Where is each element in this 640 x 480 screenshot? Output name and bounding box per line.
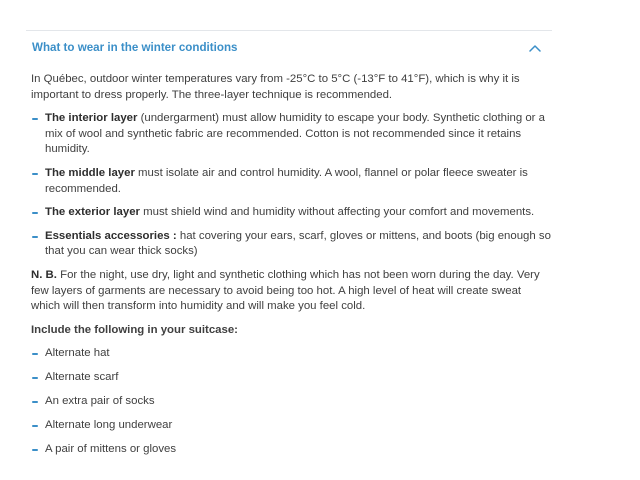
list-item-accessories <box>31 229 551 260</box>
layer-text: hat covering your ears, scarf, gloves or mittens, and boots (big enough so that you can wear thick socks) <box>45 229 551 258</box>
bullet-dash-icon <box>32 236 38 238</box>
list-item <box>31 394 551 418</box>
bullet-dash-icon <box>32 118 38 120</box>
list-item-label: A pair of mittens or gloves <box>45 443 177 456</box>
layer-text: must shield wind and humidity without affecting your comfort and movements. <box>139 206 535 219</box>
accordion-title[interactable]: What to wear in the winter conditions <box>32 41 238 54</box>
layer-text: (undergarment) must allow humidity to escape your body. Synthetic clothing or a mix of wool and synthetic fabric are recommended. Cotton is not recommended since it retains humidity. <box>45 112 545 156</box>
accordion-content <box>31 72 551 466</box>
list-item-exterior-layer <box>31 205 551 221</box>
bullet-dash-icon <box>32 173 38 175</box>
list-item-label: Alternate hat <box>45 347 110 360</box>
nb-text: For the night, use dry, light and synthetic clothing which has not been worn during the day. Very few layers of garments are necessary to avoid being too hot. A high level of heat will create sweat which will then transform into humidity and will make you feel cold. <box>31 268 540 313</box>
accordion-header[interactable] <box>26 31 552 67</box>
list-item <box>31 442 551 466</box>
bullet-dash-icon <box>32 353 38 355</box>
layer-term: The middle layer <box>45 166 135 179</box>
suitcase-heading: Include the following in your suitcase: <box>31 323 238 336</box>
bullet-dash-icon <box>32 377 38 379</box>
suitcase-list <box>31 346 551 466</box>
list-item-label: An extra pair of socks <box>45 395 155 408</box>
bullet-dash-icon <box>32 425 38 427</box>
intro-paragraph: In Québec, outdoor winter temperatures vary from -25°C to 5°C (-13°F to 41°F), which is why it is important to dress properly. The three-layer technique is recommended. <box>31 73 520 101</box>
bullet-dash-icon <box>32 449 38 451</box>
nb-term: N. B. <box>31 268 57 281</box>
accordion-panel <box>26 31 552 67</box>
layer-term: The exterior layer <box>45 206 140 219</box>
bullet-dash-icon <box>32 212 38 214</box>
layer-term: Essentials accessories : <box>45 229 177 242</box>
layers-list <box>31 111 551 260</box>
list-item-interior-layer <box>31 111 551 158</box>
list-item-label: Alternate long underwear <box>45 419 173 432</box>
list-item-middle-layer <box>31 166 551 197</box>
list-item <box>31 370 551 394</box>
bullet-dash-icon <box>32 401 38 403</box>
list-item-label: Alternate scarf <box>45 371 119 384</box>
list-item <box>31 418 551 442</box>
list-item <box>31 346 551 370</box>
layer-term: The interior layer <box>45 112 138 125</box>
chevron-up-icon[interactable] <box>529 44 541 52</box>
layer-text: must isolate air and control humidity. A wool, flannel or polar fleece sweater is recommended. <box>45 166 528 195</box>
nb-paragraph <box>31 268 551 315</box>
